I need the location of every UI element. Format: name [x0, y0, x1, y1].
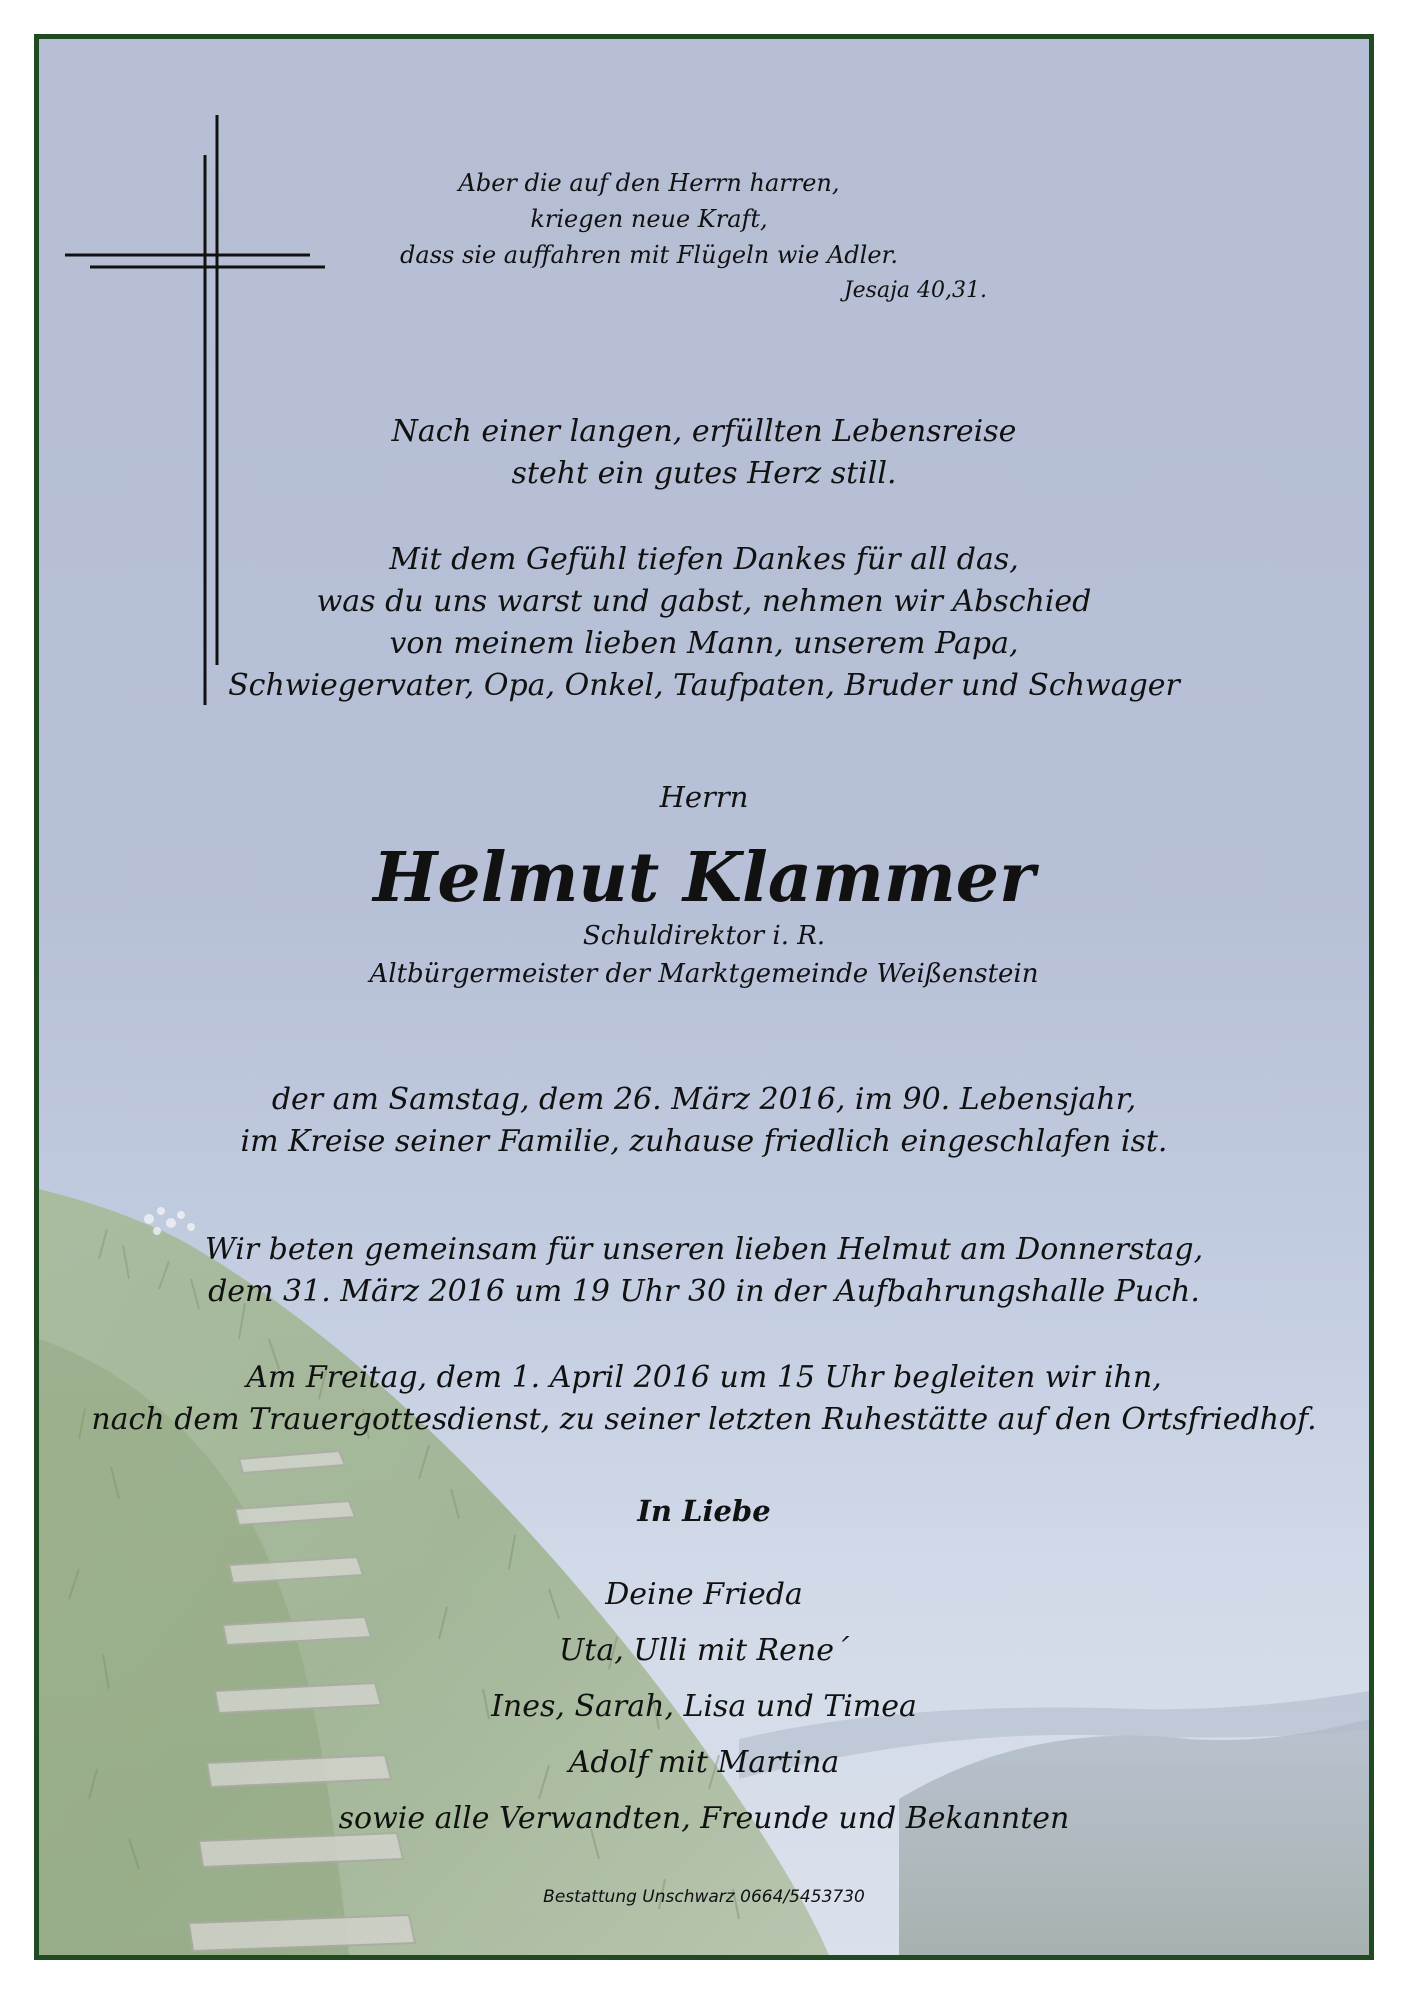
obituary-frame [34, 34, 1374, 1960]
intro-text [39, 411, 1369, 495]
thanks-line: was du uns warst und gabst, nehmen wir Abschied [316, 584, 1092, 619]
thanks-line: Schwiegervater, Opa, Onkel, Taufpaten, Bruder und Schwager [228, 668, 1180, 703]
funeral-line: Am Freitag, dem 1. April 2016 um 15 Uhr begleiten wir ihn, [246, 1360, 1162, 1395]
death-line: der am Samstag, dem 26. März 2016, im 90. Lebensjahr, [271, 1082, 1137, 1117]
prayer-notice [39, 1229, 1369, 1313]
funeral-notice [39, 1357, 1369, 1441]
bible-verse [299, 165, 999, 309]
verse-reference: Jesaja 40,31. [843, 278, 987, 303]
verse-line: kriegen neue Kraft, [530, 205, 768, 233]
death-notice [39, 1079, 1369, 1163]
funeral-home-contact: Bestattung Unschwarz 0664/5453730 [543, 1887, 865, 1907]
intro-line: Nach einer langen, erfüllten Lebensreise [391, 414, 1017, 449]
family-member: Adolf mit Martina [568, 1745, 840, 1780]
thanks-line: Mit dem Gefühl tiefen Dankes für all das, [389, 542, 1019, 577]
prayer-line: dem 31. März 2016 um 19 Uhr 30 in der Aufbahrungshalle Puch. [208, 1274, 1200, 1309]
obituary-content [39, 39, 1369, 1955]
family-member: Ines, Sarah, Lisa und Timea [491, 1689, 917, 1724]
thanks-text [39, 539, 1369, 707]
family-list [39, 1567, 1369, 1847]
deceased-title-1: Schuldirektor i. R. [582, 921, 826, 951]
thanks-line: von meinem lieben Mann, unserem Papa, [389, 626, 1019, 661]
verse-line: Aber die auf den Herrn harren, [458, 169, 840, 197]
verse-line: dass sie auffahren mit Flügeln wie Adler. [400, 241, 898, 269]
death-line: im Kreise seiner Familie, zuhause friedlich eingeschlafen ist. [240, 1124, 1168, 1159]
salutation: Herrn [659, 780, 749, 814]
family-member: sowie alle Verwandten, Freunde und Bekannten [338, 1801, 1070, 1836]
funeral-line: nach dem Trauergottesdienst, zu seiner letzten Ruhestätte auf den Ortsfriedhof. [91, 1402, 1317, 1437]
intro-line: steht ein gutes Herz still. [511, 456, 897, 491]
deceased-name: Helmut Klammer [373, 838, 1035, 918]
deceased-title-2: Altbürgermeister der Marktgemeinde Weißenstein [369, 959, 1039, 989]
prayer-line: Wir beten gemeinsam für unseren lieben Helmut am Donnerstag, [204, 1232, 1204, 1267]
family-member: Deine Frieda [605, 1577, 803, 1612]
family-member: Uta, Ulli mit Rene´ [559, 1633, 849, 1668]
closing-in-liebe: In Liebe [637, 1494, 771, 1528]
